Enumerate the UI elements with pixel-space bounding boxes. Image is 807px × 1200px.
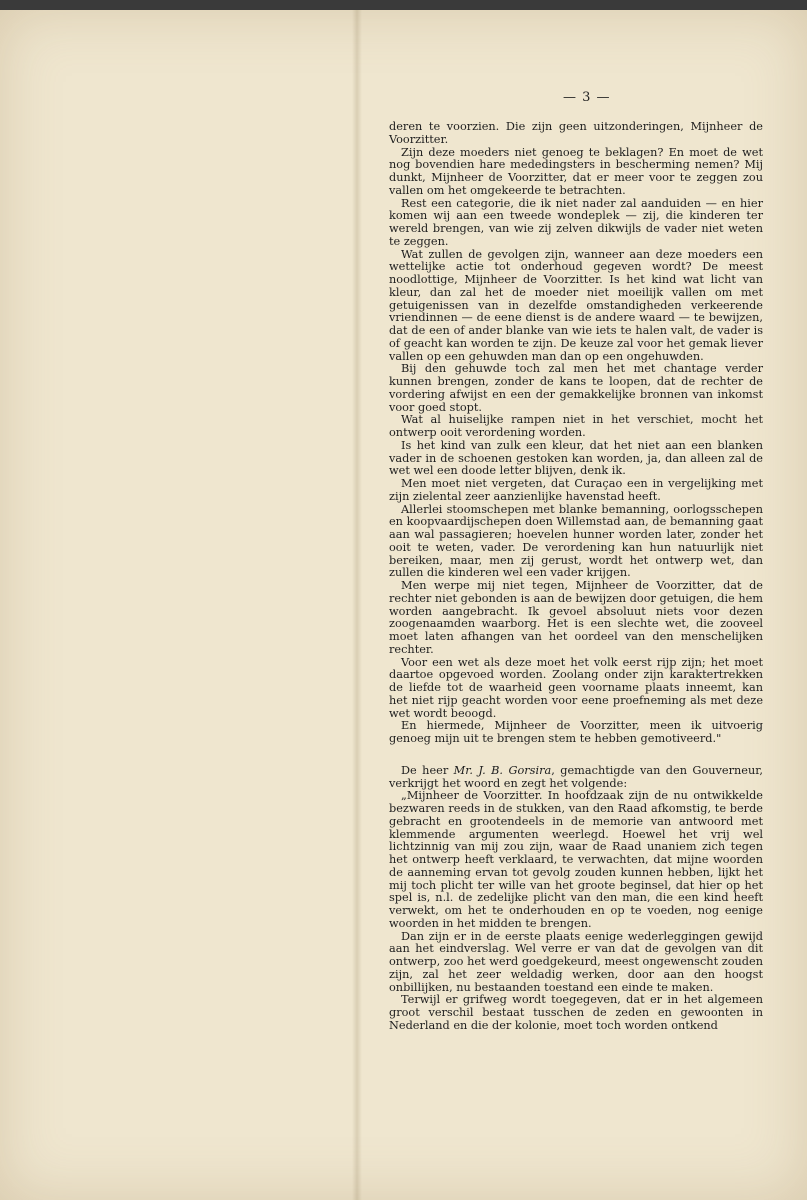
paragraph: En hiermede, Mijnheer de Voorzitter, meen ik uitvoerig genoeg mijn uit te brengen stem te hebben gemotiveerd."	[389, 719, 763, 745]
paragraph: Terwijl er grifweg wordt toegegeven, dat er in het algemeen groot verschil bestaat tusschen de zeden en gewoonten in Nederland en die der kolonie, moet toch worden ontkend	[389, 993, 763, 1032]
paragraph: Men moet niet vergeten, dat Curaçao een in vergelijking met zijn zielental zeer aanzienlijke havenstad heeft.	[389, 477, 763, 503]
paragraph: Wat al huiselijke rampen niet in het verschiet, mocht het ontwerp ooit verordening worden.	[389, 413, 763, 439]
section-gap	[389, 746, 763, 765]
speaker-intro-before: De heer	[401, 763, 454, 777]
paragraph: Bij den gehuwde toch zal men het met chantage verder kunnen brengen, zonder de kans te loopen, dat de rechter de vordering afwijst en een der gemakkelijke bronnen van inkomst voor goed stopt.	[389, 362, 763, 414]
paragraph: Allerlei stoomschepen met blanke bemanning, oorlogsschepen en koopvaardijschepen doen Willemstad aan, de bemanning gaat aan wal passagieren; hoevelen hunner worden later, zonder het ooit te weten, vader. De verordening kan hun natuurlijk niet bereiken, maar, men zij gerust, wordt het ontwerp wet, dan zullen die kinderen wel een vader krijgen.	[389, 502, 763, 580]
paragraph: Dan zijn er in de eerste plaats eenige wederleggingen gewijd aan het eindverslag. Wel verre er van dat de gevolgen van dit ontwerp, zoo het werd goedgekeurd, meest ongewenscht zouden zijn, zal het zeer weldadig werken, door aan den hoogst onbillijken, nu bestaanden toestand een einde te maken.	[389, 929, 763, 994]
paragraph: deren te voorzien. Die zijn geen uitzonderingen, Mijnheer de Voorzitter.	[389, 120, 763, 146]
paragraph: Is het kind van zulk een kleur, dat het niet aan een blanken vader in de schoenen gestoken kan worden, ja, dan alleen zal de wet wel een doode letter blijven, denk ik.	[389, 438, 763, 478]
speaker-intro	[389, 765, 763, 791]
text-column	[389, 121, 763, 1033]
speaker-name: Mr. J. B. Gorsira	[453, 763, 552, 777]
paragraph: Men werpe mij niet tegen, Mijnheer de Voorzitter, dat de rechter niet gebonden is aan de bewijzen door getuigen, die hem worden aangebracht. Ik gevoel absoluut niets voor dezen zoogenaamden waarborg. Het is een slechte wet, die zooveel moet laten afhangen van het oordeel van den menschelijken rechter.	[389, 579, 764, 656]
paragraph: Rest een categorie, die ik niet nader zal aanduiden — en hier komen wij aan een tweede wondeplek — zij, die kinderen ter wereld brengen, van wie zij zelven dikwijls de vader niet weten te zeggen.	[389, 196, 763, 248]
paragraph: „Mijnheer de Voorzitter. In hoofdzaak zijn de nu ontwikkelde bezwaren reeds in de stukken, van den Raad afkomstig, te berde gebracht en grootendeels in de memorie van antwoord met klemmende argumenten weerlegd. Hoewel het vrij wel lichtzinnig van mij zou zijn, waar de Raad unaniem zich tegen het ontwerp heeft verklaard, te verwachten, dat mijne woorden de aanneming ervan tot gevolg zouden kunnen hebben, lijkt het mij toch plicht ter wille van het groote beginsel, dat hier op het spel is, n.l. de zedelijke plicht van den man, die een kind heeft verwekt, om het te onderhouden en op te voeden, nog eenige woorden in het midden te brengen.	[389, 789, 763, 930]
paragraph: Voor een wet als deze moet het volk eerst rijp zijn; het moet daartoe opgevoed worden. Zoolang onder zijn karaktertrekken de liefde tot de waarheid geen voorname plaats inneemt, kan het niet rijp geacht worden voor eene proefneming als met deze wet wordt beoogd.	[389, 655, 763, 720]
paragraph: Zijn deze moeders niet genoeg te beklagen? En moet de wet nog bovendien hare mededingsters in bescherming nemen? Mij dunkt, Mijnheer de Voorzitter, dat er meer voor te zeggen zou vallen om het omgekeerde te betrachten.	[389, 145, 763, 197]
page-fold	[352, 10, 362, 1200]
paragraph: Wat zullen de gevolgen zijn, wanneer aan deze moeders een wettelijke actie tot onderhoud gegeven wordt? De meest noodlottige, Mijnheer de Voorzitter. Is het kind wat licht van kleur, dan zal het de moeder niet moeilijk vallen om met getuigenissen van in dezelfde omstandigheden verkeerende vriendinnen — de eene dienst is de andere waard — te bewijzen, dat de een of ander blanke van wie iets te halen valt, de vader is of geacht kan worden te zijn. De keuze zal voor het gemak liever vallen op een gehuwden man dan op een ongehuwden.	[389, 247, 763, 363]
speaker-intro-after: , gemachtigde van den Gouverneur, verkrijgt het woord en zegt het volgende:	[389, 763, 763, 790]
page-number: — 3 —	[563, 90, 611, 105]
